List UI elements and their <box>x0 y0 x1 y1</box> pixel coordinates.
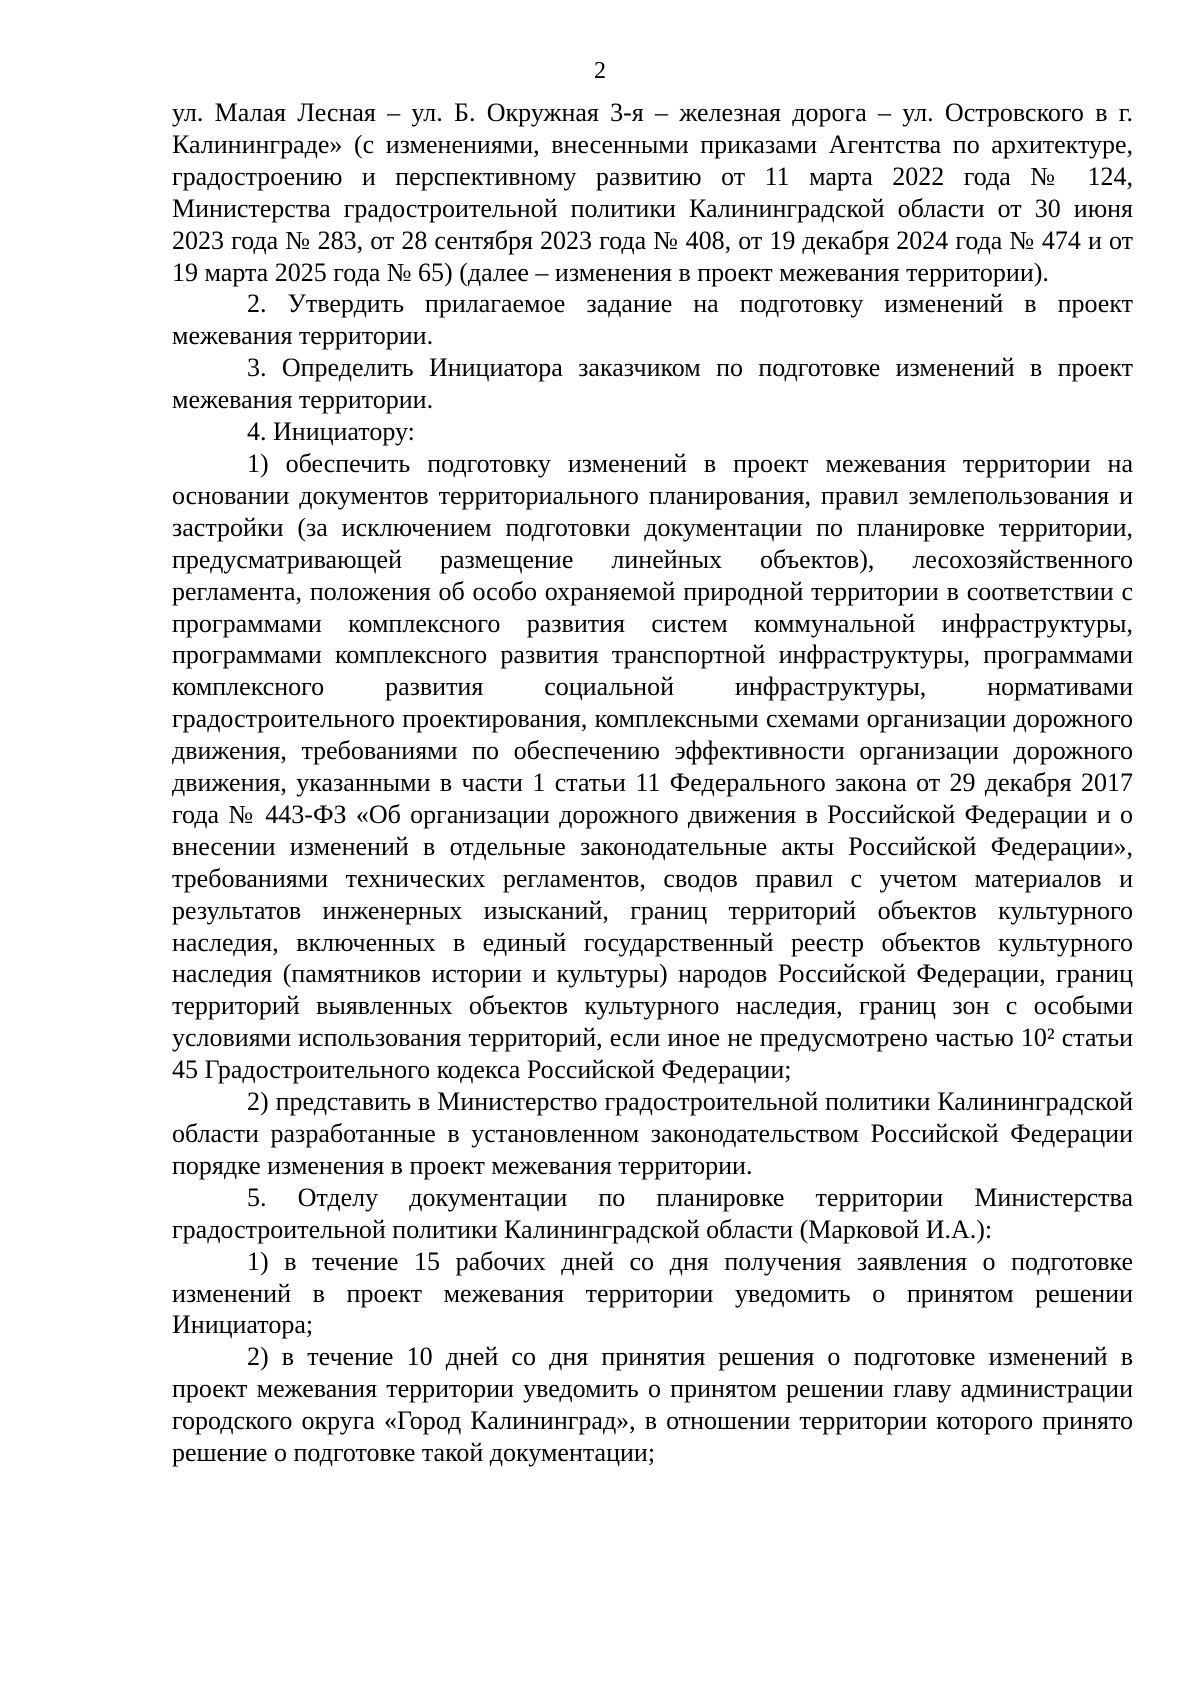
paragraph-item-5-2: 2) в течение 10 дней со дня принятия решения о подготовке изменений в проект межевания территории уведомить о принятом решении главу администрации городского округа «Город Калининград», в отношении территории которого принято решение о подготовке такой документации; <box>172 1342 1133 1468</box>
paragraph-item-2: 2. Утвердить прилагаемое задание на подготовку изменений в проект межевания территории. <box>172 289 1133 351</box>
paragraph-item-4: 4. Инициатору: <box>247 417 415 447</box>
paragraph-item-5-1: 1) в течение 15 рабочих дней со дня получения заявления о подготовке изменений в проект межевания территории уведомить о принятом решении Инициатора; <box>172 1246 1133 1340</box>
page-number: 2 <box>594 58 606 84</box>
paragraph-item-5: 5. Отделу документации по планировке территории Министерства градостроительной политики Калининградской области (Марковой И.А.): <box>172 1182 1133 1244</box>
document-body <box>172 97 1133 1469</box>
paragraph-continuation: ул. Малая Лесная – ул. Б. Окружная 3-я – железная дорога – ул. Островского в г. Калининграде» (с изменениями, внесенными приказами Агентства по архитектуре, градостроению и перспективному развитию от 11 марта 2022 года № 124, Министерства градостроительной политики Калининградской области от 30 июня 2023 года № 283, от 28 сентября 2023 года № 408, от 19 декабря 2024 года № 474 и от 19 марта 2025 года № 65) (далее – изменения в проект межевания территории). <box>172 98 1133 287</box>
paragraph-item-4-2: 2) представить в Министерство градостроительной политики Калининградской области разработанные в установленном законодательством Российской Федерации порядке изменения в проект межевания территории. <box>172 1087 1133 1180</box>
paragraph-item-3: 3. Определить Инициатора заказчиком по подготовке изменений в проект межевания территории. <box>172 353 1133 415</box>
paragraph-item-4-1: 1) обеспечить подготовку изменений в проект межевания территории на основании документов территориального планирования, правил землепользования и застройки (за исключением подготовки документации по планировке территории, предусматривающей размещение линейных объектов), лесохозяйственного регламента, положения об особо охраняемой природной территории в соответствии с программами комплексного развития систем коммунальной инфраструктуры, программами комплексного развития транспортной инфраструктуры, программами комплексного развития социальной инфраструктуры, нормативами градостроительного проектирования, комплексными схемами организации дорожного движения, требованиями по обеспечению эффективности организации дорожного движения, указанными в части 1 статьи 11 Федерального закона от 29 декабря 2017 года № 443-ФЗ «Об организации дорожного движения в Российской Федерации и о внесении изменений в отдельные законодательные акты Российской Федерации», требованиями технических регламентов, сводов правил с учетом материалов и результатов инженерных изысканий, границ территорий объектов культурного наследия, включенных в единый государственный реестр объектов культурного наследия (памятников истории и культуры) народов Российской Федерации, границ территорий выявленных объектов культурного наследия, границ зон с особыми условиями использования территорий, если иное не предусмотрено частью 10² статьи 45 Градостроительного кодекса Российской Федерации; <box>172 448 1133 1085</box>
